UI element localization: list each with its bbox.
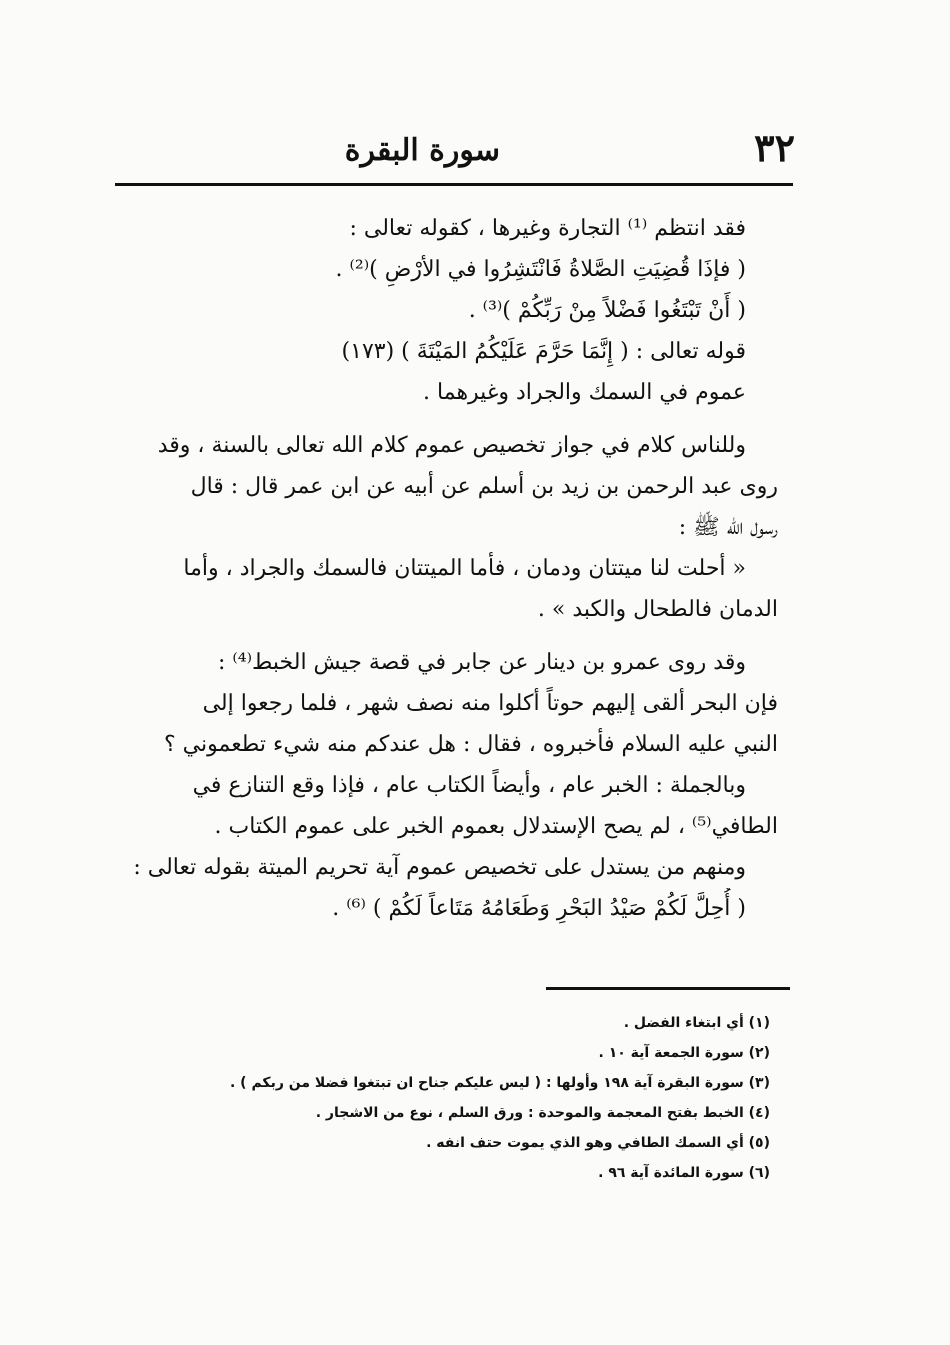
- text-line: « أحلت لنا ميتتان ودمان ، فأما الميتتان فالسمك والجراد ، وأما: [183, 556, 746, 581]
- footnotes: [110, 1008, 770, 1188]
- footnote-item: (٢) سورة الجمعة آية ١٠ .: [598, 1045, 770, 1061]
- text-line: النبي عليه السلام فأخبروه ، فقال : هل عندكم منه شيء تطعموني ؟: [163, 732, 778, 757]
- text-line: وبالجملة : الخبر عام ، وأيضاً الكتاب عام ، فإذا وقع التنازع في: [192, 773, 746, 798]
- text-line: روى عبد الرحمن بن زيد بن أسلم عن أبيه عن ابن عمر قال : قال: [190, 474, 778, 499]
- body-text: [128, 208, 778, 929]
- text-line: فإن البحر ألقى إليهم حوتاً أكلوا منه نصف شهر ، فلما رجعوا إلى: [202, 691, 778, 716]
- text-line: ( أَنْ تَبْتَغُوا فَضْلاً مِنْ رَبِّكُمْ )⁽³⁾ .: [468, 298, 746, 323]
- footnote-item: (٣) سورة البقرة آية ١٩٨ وأولها : ( ليس عليكم جناح ان تبتغوا فضلا من ربكم ) .: [229, 1075, 770, 1091]
- text-line: ( أُحِلَّ لَكُمْ صَيْدُ البَحْرِ وَطَعَامُهُ مَتَاعاً لَكُمْ ) ⁽⁶⁾ .: [332, 896, 746, 921]
- text-line: فقد انتظم ⁽¹⁾ التجارة وغيرها ، كقوله تعالى :: [349, 216, 746, 241]
- footnote-item: (١) أي ابتغاء الفضل .: [623, 1015, 770, 1031]
- page-header: [115, 125, 795, 175]
- paragraph-gap: [128, 630, 778, 642]
- text-line: الدمان فالطحال والكبد » .: [537, 597, 778, 622]
- footnote-item: (٦) سورة المائدة آية ٩٦ .: [598, 1165, 770, 1181]
- footnote-item: (٤) الخبط بفتح المعجمة والموحدة : ورق السلم ، نوع من الاشجار .: [315, 1105, 770, 1121]
- text-line: وللناس كلام في جواز تخصيص عموم كلام الله تعالى بالسنة ، وقد: [157, 433, 746, 458]
- header-divider: [115, 183, 793, 186]
- text-line: ومنهم من يستدل على تخصيص عموم آية تحريم الميتة بقوله تعالى :: [133, 855, 746, 880]
- text-line: عموم في السمك والجراد وغيرهما .: [423, 380, 746, 405]
- paragraph-gap: [128, 413, 778, 425]
- text-line: ( فإذَا قُضِيَتِ الصَّلاةُ فَانْتَشِرُوا في الأرْضِ )⁽²⁾ .: [335, 257, 746, 282]
- footnote-divider: [546, 987, 790, 990]
- text-line: وقد روى عمرو بن دينار عن جابر في قصة جيش الخبط⁽⁴⁾ :: [217, 650, 746, 675]
- page-title: سورة البقرة: [344, 133, 500, 168]
- text-line: الطافي⁽⁵⁾ ، لم يصح الإستدلال بعموم الخبر على عموم الكتاب .: [214, 814, 778, 839]
- text-line: قوله تعالى : ( إِنَّمَا حَرَّمَ عَلَيْكُمُ المَيْتَةَ ) (١٧٣): [341, 339, 746, 364]
- page-number: ٣٢: [754, 125, 795, 170]
- footnote-item: (٥) أي السمك الطافي وهو الذي يموت حتف انفه .: [426, 1135, 770, 1151]
- text-line: رسول الله ﷺ :: [678, 515, 778, 540]
